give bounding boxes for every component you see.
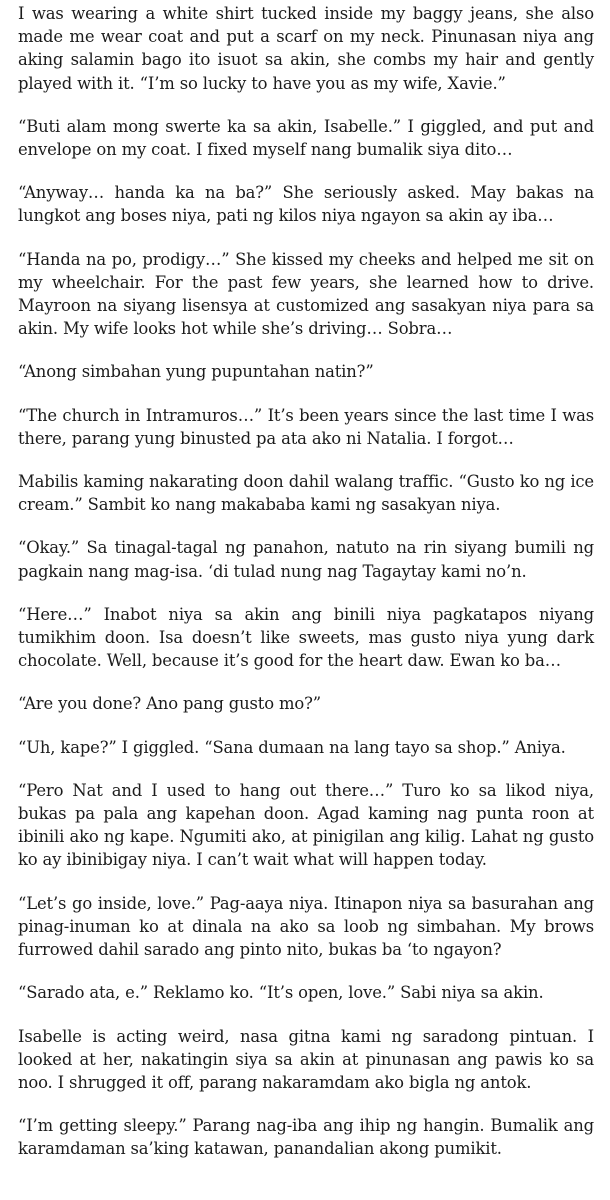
paragraph-7: Mabilis kaming nakarating doon dahil walang traffic. “Gusto ko ng ice cream.” Sambit ko nang makababa kami ng sasakyan niya. bbox=[18, 472, 594, 515]
paragraph-15: Isabelle is acting weird, nasa gitna kami ng saradong pintuan. I looked at her, nakatingin siya sa akin at pinunasan ang pawis ko sa noo. I shrugged it off, parang nakaramdam ako bigla ng antok. bbox=[18, 1026, 594, 1092]
paragraph-1: I was wearing a white shirt tucked inside my baggy jeans, she also made me wear coat and put a scarf on my neck. Pinunasan niya ang aking salamin bago ito isuot sa akin, she combs my hair and gently played with it. “I’m so lucky to have you as my wife, Xavie.” bbox=[18, 4, 594, 93]
paragraph-8: “Okay.” Sa tinagal-tagal ng panahon, natuto na rin siyang bumili ng pagkain nang mag-isa. ‘di tulad nung nag Tagaytay kami no’n. bbox=[18, 538, 594, 581]
paragraph-6: “The church in Intramuros…” It’s been years since the last time I was there, parang yung binusted pa ata ako ni Natalia. I forgot… bbox=[18, 405, 594, 448]
paragraph-14: “Sarado ata, e.” Reklamo ko. “It’s open, love.” Sabi niya sa akin. bbox=[18, 983, 544, 1003]
paragraph-9: “Here…” Inabot niya sa akin ang binili niya pagkatapos niyang tumikhim doon. Isa doesn’t like sweets, mas gusto niya yung dark chocolate. Well, because it’s good for the heart daw. Ewan ko ba… bbox=[18, 604, 594, 671]
paragraph-2: “Buti alam mong swerte ka sa akin, Isabelle.” I giggled, and put and envelope on my coat. I fixed myself nang bumalik siya dito… bbox=[18, 116, 594, 160]
paragraph-10: “Are you done? Ano pang gusto mo?” bbox=[18, 694, 321, 714]
paragraph-16: “I’m getting sleepy.” Parang nag-iba ang ihip ng hangin. Bumalik ang karamdaman sa’king katawan, panandalian akong pumikit. bbox=[18, 1116, 594, 1159]
paragraph-3: “Anyway… handa ka na ba?” She seriously asked. May bakas na lungkot ang boses niya, pati ng kilos niya ngayon sa akin ay iba… bbox=[18, 183, 594, 226]
paragraph-11: “Uh, kape?” I giggled. “Sana dumaan na lang tayo sa shop.” Aniya. bbox=[18, 737, 566, 757]
paragraph-5: “Anong simbahan yung pupuntahan natin?” bbox=[18, 362, 374, 382]
paragraph-12: “Pero Nat and I used to hang out there…” Turo ko sa likod niya, bukas pa pala ang kapehan doon. Agad kaming nag punta roon at ibinili ako ng kape. Ngumiti ako, at pinigilan ang kilig. Lahat ng gusto ko ay ibinibigay niya. I can’t wait what will happen today. bbox=[18, 780, 594, 870]
paragraph-13: “Let’s go inside, love.” Pag-aaya niya. Itinapon niya sa basurahan ang pinag-inuman ko at dinala na ako sa loob ng simbahan. My brows furrowed dahil sarado ang pinto nito, bukas ba ‘to ngayon? bbox=[18, 893, 594, 960]
paragraph-4: “Handa na po, prodigy…” She kissed my cheeks and helped me sit on my wheelchair. For the past few years, she learned how to drive. Mayroon na siyang lisensya at customized ang sasakyan niya para sa akin. My wife looks hot while she’s driving… Sobra… bbox=[18, 249, 594, 339]
